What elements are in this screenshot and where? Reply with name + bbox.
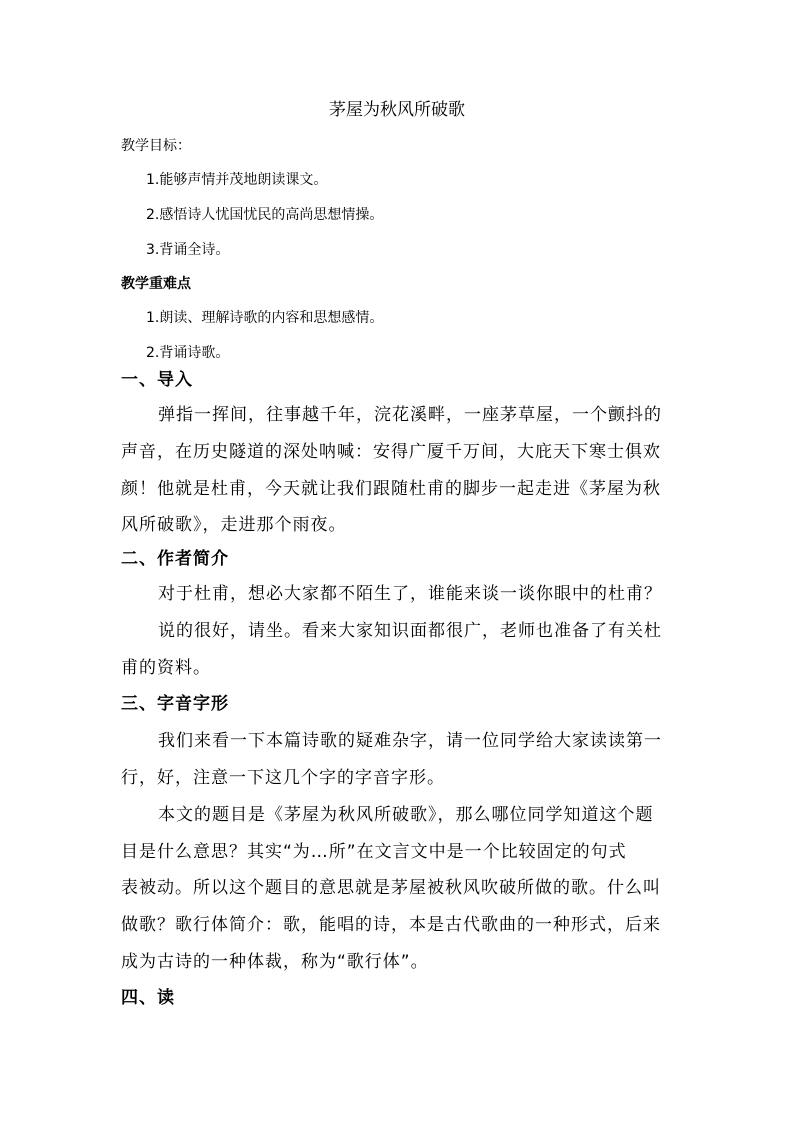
paragraph-line: 行，好，注意一下这几个字的字音字形。 [121, 768, 445, 788]
paragraph-line: 表被动。所以这个题目的意思就是茅屋被秋风吹破所做的歌。什么叫 [121, 878, 661, 898]
goal-item-1: 1.能够声情并茂地朗读课文。 [146, 172, 328, 188]
key-point-item-2: 2.背诵诗歌。 [146, 345, 230, 361]
goal-item-3: 3.背诵全诗。 [146, 242, 230, 258]
page-title: 茅屋为秋风所破歌 [329, 100, 465, 120]
paragraph-line: 风所破歌》，走进那个雨夜。 [121, 515, 347, 535]
paragraph-line: 说的很好，请坐。看来大家知识面都很广，老师也准备了有关杜 [158, 621, 662, 641]
paragraph-line: 声音，在历史隧道的深处呐喊：安得广厦千万间，大庇天下寒士俱欢 [121, 442, 661, 462]
paragraph-line: 对于杜甫，想必大家都不陌生了，谁能来谈一谈你眼中的杜甫？ [158, 584, 662, 604]
paragraph-line: 我们来看一下本篇诗歌的疑难杂字，请一位同学给大家读读第一 [158, 731, 662, 751]
paragraph-line: 做歌？歌行体简介：歌，能唱的诗，本是古代歌曲的一种形式，后来 [121, 915, 661, 935]
key-point-item-1: 1.朗读、理解诗歌的内容和思想感情。 [146, 310, 384, 326]
paragraph-line: 成为古诗的一种体裁，称为“歌行体”。 [121, 952, 429, 972]
section-heading-reading: 四、读 [121, 988, 175, 1008]
goal-item-2: 2.感悟诗人忧国忧民的高尚思想情操。 [146, 207, 384, 223]
section-heading-author: 二、作者简介 [121, 549, 229, 569]
goals-heading: 教学目标： [121, 138, 191, 154]
paragraph-line: 弹指一挥间，往事越千年，浣花溪畔，一座茅草屋，一个颤抖的 [158, 405, 662, 425]
paragraph-line: 颜！他就是杜甫，今天就让我们跟随杜甫的脚步一起走进《茅屋为秋 [121, 479, 661, 499]
paragraph-line: 本文的题目是《茅屋为秋风所破歌》，那么哪位同学知道这个题 [158, 805, 654, 825]
paragraph-line: 甫的资料。 [121, 658, 211, 678]
key-points-heading: 教学重难点 [121, 276, 191, 292]
section-heading-pronunciation: 三、字音字形 [121, 694, 229, 714]
paragraph-line: 目是什么意思？其实“为…所”在文言文中是一个比较固定的句式 [121, 842, 627, 862]
section-heading-intro: 一、导入 [121, 370, 193, 390]
